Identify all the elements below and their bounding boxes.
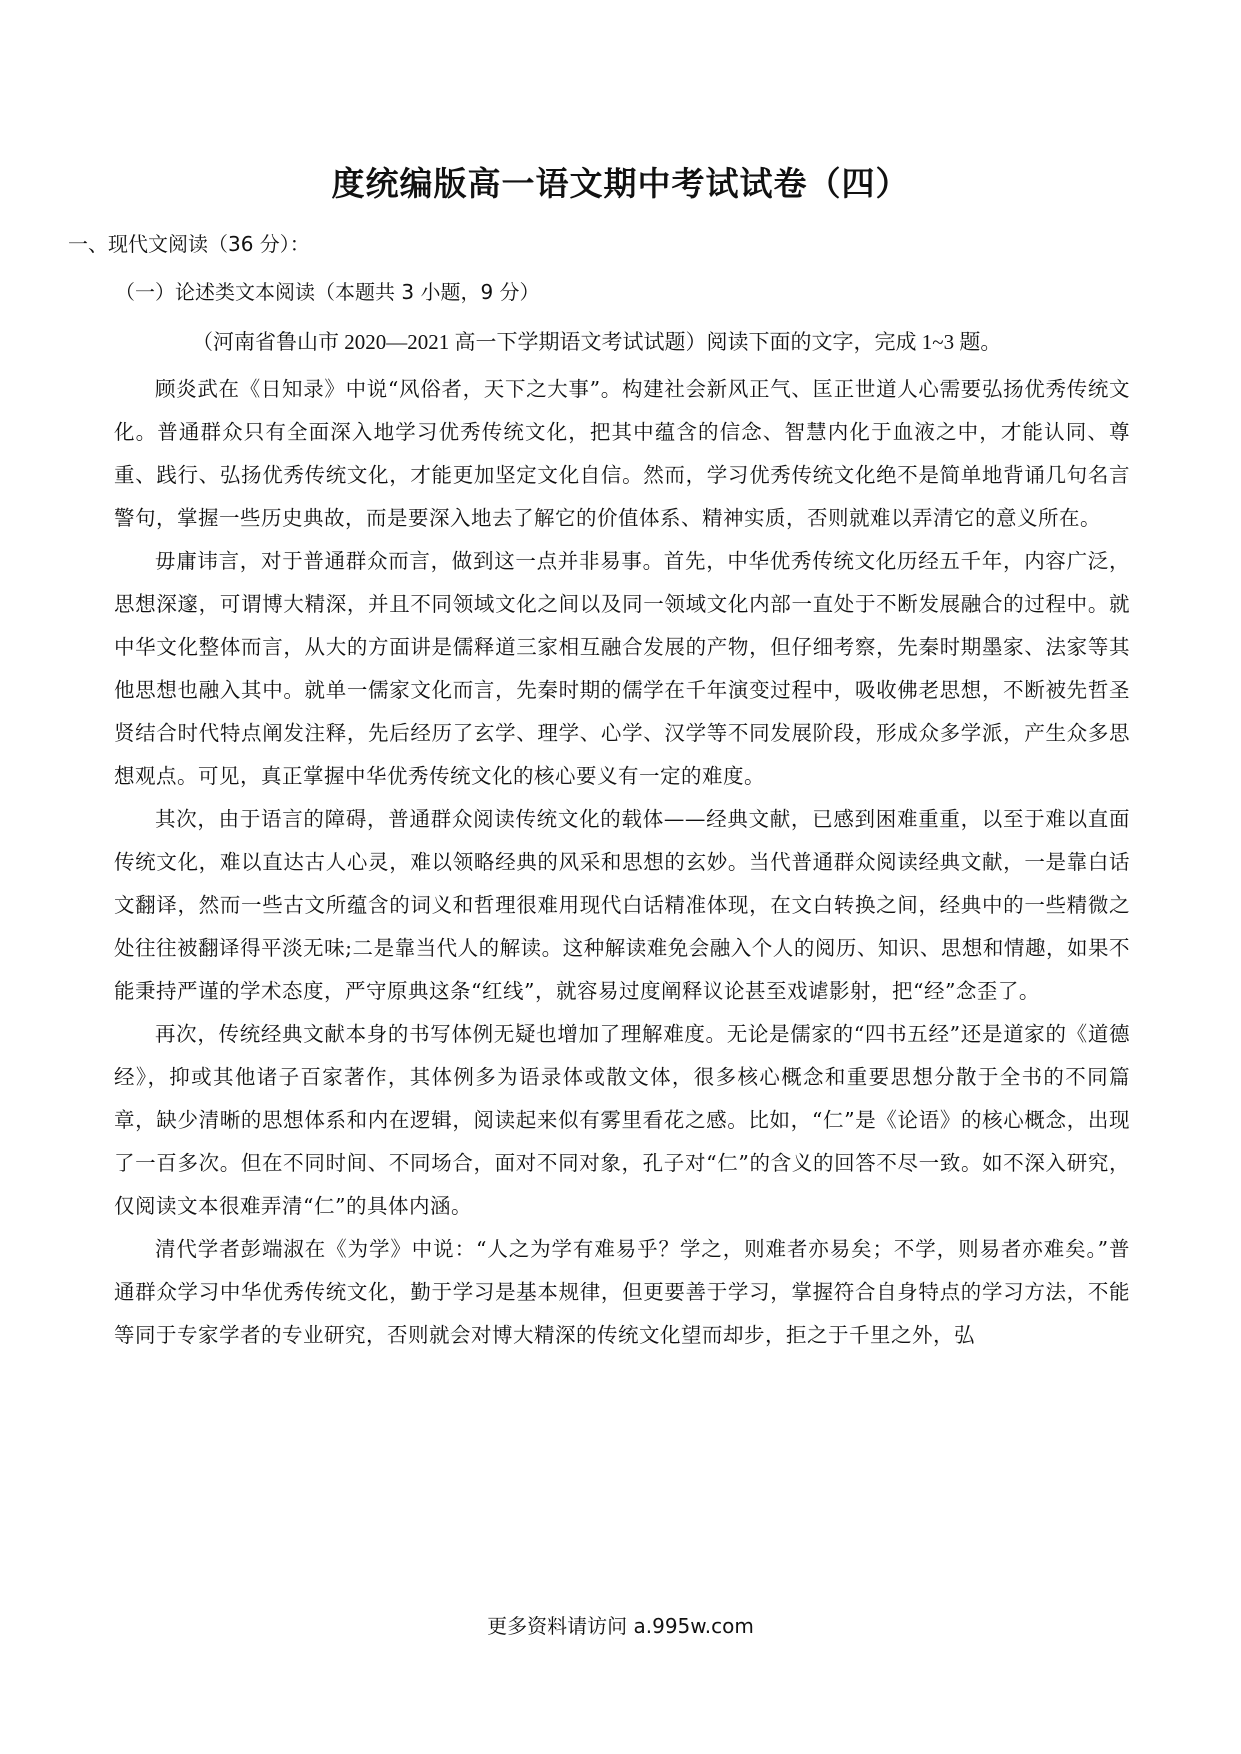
passage-body bbox=[114, 368, 1130, 1357]
footer-link[interactable]: 更多资料请访问 a.995w.com bbox=[487, 1614, 754, 1638]
section-heading: 一、现代文阅读（36 分）： bbox=[68, 232, 310, 256]
subsection-heading: （一）论述类文本阅读（本题共 3 小题，9 分） bbox=[115, 280, 540, 304]
paragraph: 其次，由于语言的障碍，普通群众阅读传统文化的载体——经典文献，已感到困难重重，以至于难以直面传统文化，难以直达古人心灵，难以领略经典的风采和思想的玄妙。当代普通群众阅读经典文献，一是靠白话文翻译，然而一些古文所蕴含的词义和哲理很难用现代白话精准体现，在文白转换之间，经典中的一些精微之处往往被翻译得平淡无味;二是靠当代人的解读。这种解读难免会融入个人的阅历、知识、思想和情趣，如果不能秉持严谨的学术态度，严守原典这条“红线”，就容易过度阐释议论甚至戏谑影射，把“经”念歪了。 bbox=[114, 807, 1130, 1003]
source-note: （河南省鲁山市 2020—2021 高一下学期语文考试试题）阅读下面的文字，完成 1~3 题。 bbox=[192, 330, 1002, 354]
paragraph: 清代学者彭端淑在《为学》中说：“人之为学有难易乎？学之，则难者亦易矣；不学，则易者亦难矣。”普通群众学习中华优秀传统文化，勤于学习是基本规律，但更要善于学习，掌握符合自身特点的学习方法，不能等同于专家学者的专业研究，否则就会对博大精深的传统文化望而却步，拒之于千里之外，弘 bbox=[114, 1237, 1130, 1347]
paragraph: 毋庸讳言，对于普通群众而言，做到这一点并非易事。首先，中华优秀传统文化历经五千年，内容广泛，思想深邃，可谓博大精深，并且不同领域文化之间以及同一领域文化内部一直处于不断发展融合的过程中。就中华文化整体而言，从大的方面讲是儒释道三家相互融合发展的产物，但仔细考察，先秦时期墨家、法家等其他思想也融入其中。就单一儒家文化而言，先秦时期的儒学在千年演变过程中，吸收佛老思想，不断被先哲圣贤结合时代特点阐发注释，先后经历了玄学、理学、心学、汉学等不同发展阶段，形成众多学派，产生众多思想观点。可见，真正掌握中华优秀传统文化的核心要义有一定的难度。 bbox=[114, 549, 1130, 788]
paragraph: 再次，传统经典文献本身的书写体例无疑也增加了理解难度。无论是儒家的“四书五经”还是道家的《道德经》，抑或其他诸子百家著作，其体例多为语录体或散文体，很多核心概念和重要思想分散于全书的不同篇章，缺少清晰的思想体系和内在逻辑，阅读起来似有雾里看花之感。比如，“仁”是《论语》的核心概念，出现了一百多次。但在不同时间、不同场合，面对不同对象，孔子对“仁”的含义的回答不尽一致。如不深入研究，仅阅读文本很难弄清“仁”的具体内涵。 bbox=[114, 1022, 1130, 1218]
paragraph: 顾炎武在《日知录》中说“风俗者，天下之大事”。构建社会新风正气、匡正世道人心需要弘扬优秀传统文化。普通群众只有全面深入地学习优秀传统文化，把其中蕴含的信念、智慧内化于血液之中，才能认同、尊重、践行、弘扬优秀传统文化，才能更加坚定文化自信。然而，学习优秀传统文化绝不是简单地背诵几句名言警句，掌握一些历史典故，而是要深入地去了解它的价值体系、精神实质，否则就难以弄清它的意义所在。 bbox=[114, 377, 1130, 530]
page-title: 度统编版高一语文期中考试试卷（四） bbox=[331, 164, 910, 203]
